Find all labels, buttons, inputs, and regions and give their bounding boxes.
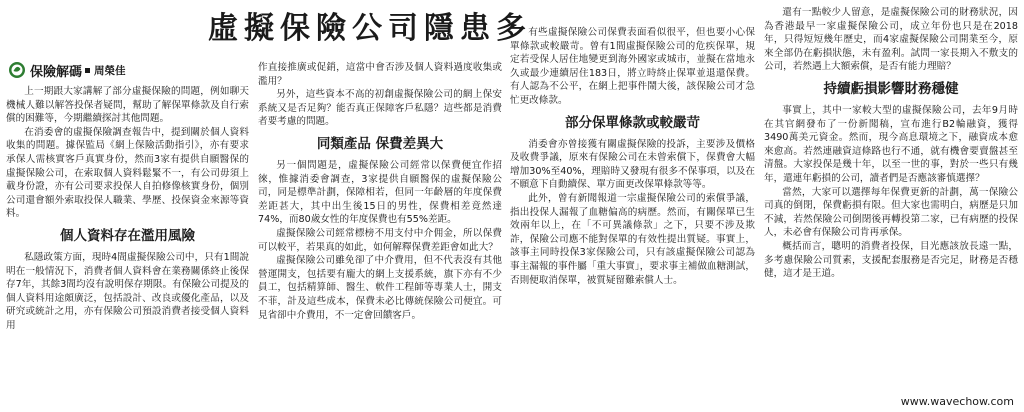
- paragraph: 此外，曾有新聞報道一宗虛擬保險公司的索償爭議，指出投保人漏報了血糖偏高的病歷。然而，有關保單已生效兩年以上，在「不可異議條款」之下，只要不涉及欺詐，保險公司應不能對保單的有效性提出質疑。事實上，該事主同時投保3家保險公司，只有該虛擬保險公司認為事主漏報的事件屬「重大事實」，要求事主補做血糖測試，否則便取消保單，被質疑留難索償人士。: [510, 192, 755, 286]
- paragraph: 有些虛擬保險公司保費表面看似很平，但也要小心保單條款或較嚴苛。曾有1間虛擬保險公司的危疾保單，規定若受保人居住地變更到海外國家或城市，並擬在當地永久或最少連續居住183日，將立時終止保單並退還保費。有人認為不公平，在網上把事件鬧大後，該保險公司才急忙更改條款。: [510, 27, 755, 106]
- column-tag: [8, 60, 250, 80]
- subheading: 個人資料存在濫用風險: [60, 227, 195, 244]
- text-column-3: [510, 26, 755, 407]
- author-name: 周榮佳: [94, 64, 126, 77]
- paragraph: 事實上，其中一家較大型的虛擬保險公司，去年9月時在其官網發布了一份新聞稿，宣布進行B2輪融資，獲得3490萬美元資金。然而，現今高息環境之下，融資成本愈來愈高。若然連融資這條路也行不通，就有機會要賣盤甚至清盤。大家投保是幾十年，以至一世的事，對於一些只有幾年，還連年虧損的公司，讀者們是否應該審慎選擇？: [764, 104, 1018, 184]
- paragraph: 在消委會的虛擬保險調查報告中，提到關於個人資料收集的問題。據保監局《網上保險活動指引》，亦有要求承保人需核實客戶真實身份，然而3家有提供自願醫保的虛擬保險公司，在索取個人資料鬆緊不一，有公司毋須上載身份證，亦有公司要求投保人自拍修像核實身份，個別公司還會額外索取投保人職業、學歷、投保資金來源等資料。: [6, 126, 249, 220]
- text-column-1: [6, 85, 249, 407]
- website-url[interactable]: www.wavechow.com: [900, 395, 1014, 408]
- bullet-icon: [85, 68, 90, 73]
- paragraph: 當然，大家可以選擇每年保費更新的計劃，萬一保險公司真的倒閉，保費虧損有限。但大家也需明白，病歷是只加不減，若然保險公司倒閉後再轉投第二家，已有病歷的投保人，未必會有保險公司肯再承保。: [764, 186, 1018, 239]
- paragraph: 虛擬保險公司經常標榜不用支付中介佣金，所以保費可以較平，若果真的如此，如何解釋保費差距會如此大？: [258, 227, 502, 253]
- paragraph: 虛擬保險公司雖免卻了中介費用，但不代表沒有其他營運開支，包括要有龐大的網上支援系統，旗下亦有不少員工，包括精算師、醫生、軟件工程師等專業人士，開支不菲，計及這些成本，保費未必比傳統保險公司便宜。可見省卻中介費用，不一定會回饋客戶。: [258, 255, 502, 321]
- paragraph: 作直接推廣或促銷，這當中會否涉及個人資料過度收集或濫用？: [258, 62, 502, 87]
- paragraph: 上一期跟大家講解了部分虛擬保險的問題，例如聊天機械人難以解答投保者疑問，幫助了解保單條款及自行索償的困難等，今期繼續探討其他問題。: [6, 86, 249, 125]
- text-column-2: [258, 61, 502, 407]
- paragraph: 另外，這些資本不高的初創虛擬保險公司的網上保安系統又是否足夠？能否真正保障客戶私隱？這些都是消費者要考慮的問題。: [258, 89, 502, 128]
- subheading: 同類產品 保費差異大: [316, 135, 444, 152]
- paragraph: 消委會亦曾接獲有關虛擬保險的投訴，主要涉及價格及收費爭議，原來有保險公司在未曾索償下，保費會大幅增加30%至40%，理賠時又發現有很多不保事項，以及在不願意下自動續保、單方面更改保單條款等等。: [510, 138, 755, 191]
- paragraph: 還有一點較少人留意，是虛擬保險公司的財務狀況，因為香港最早一家虛擬保險公司，成立年份也只是在2018年，只得短短幾年歷史，而4家虛擬保險公司開業至今，原來全部仍在虧損狀態，未有盈利。試問一家長期入不敷支的公司，若然遇上大額索償，是否有能力理賠？: [764, 7, 1018, 73]
- paragraph: 另一個問題是，虛擬保險公司經常以保費便宜作招徠，惟據消委會調查，3家提供自願醫保的虛擬保險公司，同是標準計劃，保障相若，但同一年齡層的年度保費差距甚大，其中出生後15日的男性，保費相差竟然達74%，而80歲女性的年度保費也有55%差距。: [258, 159, 502, 226]
- subheading: 持續虧損影響財務穩健: [823, 80, 959, 97]
- subheading: 部分保單條款或較嚴苛: [565, 114, 700, 131]
- article-title: 虛擬保險公司隱患多: [208, 11, 532, 46]
- column-logo-icon: [8, 61, 26, 79]
- paragraph: 概括而言，聰明的消費者投保，目光應該放長遠一點，多考慮保險公司質素，支援配套服務是否完足，財務是否穩健，這才是王道。: [764, 240, 1018, 280]
- paragraph: 私隱政策方面，現時4間虛擬保險公司中，只有1間說明在一般情況下，消費者個人資料會在業務關係終止後保存7年，其餘3間均沒有說明保存期限。有保險公司提及的個人資料用途頗廣泛，包括設計、改良或優化產品，以及研究或統計之用，亦有保險公司預設消費者接受個人資料用: [6, 251, 249, 331]
- text-column-4: [764, 6, 1018, 407]
- column-name: 保險解碼: [30, 64, 83, 80]
